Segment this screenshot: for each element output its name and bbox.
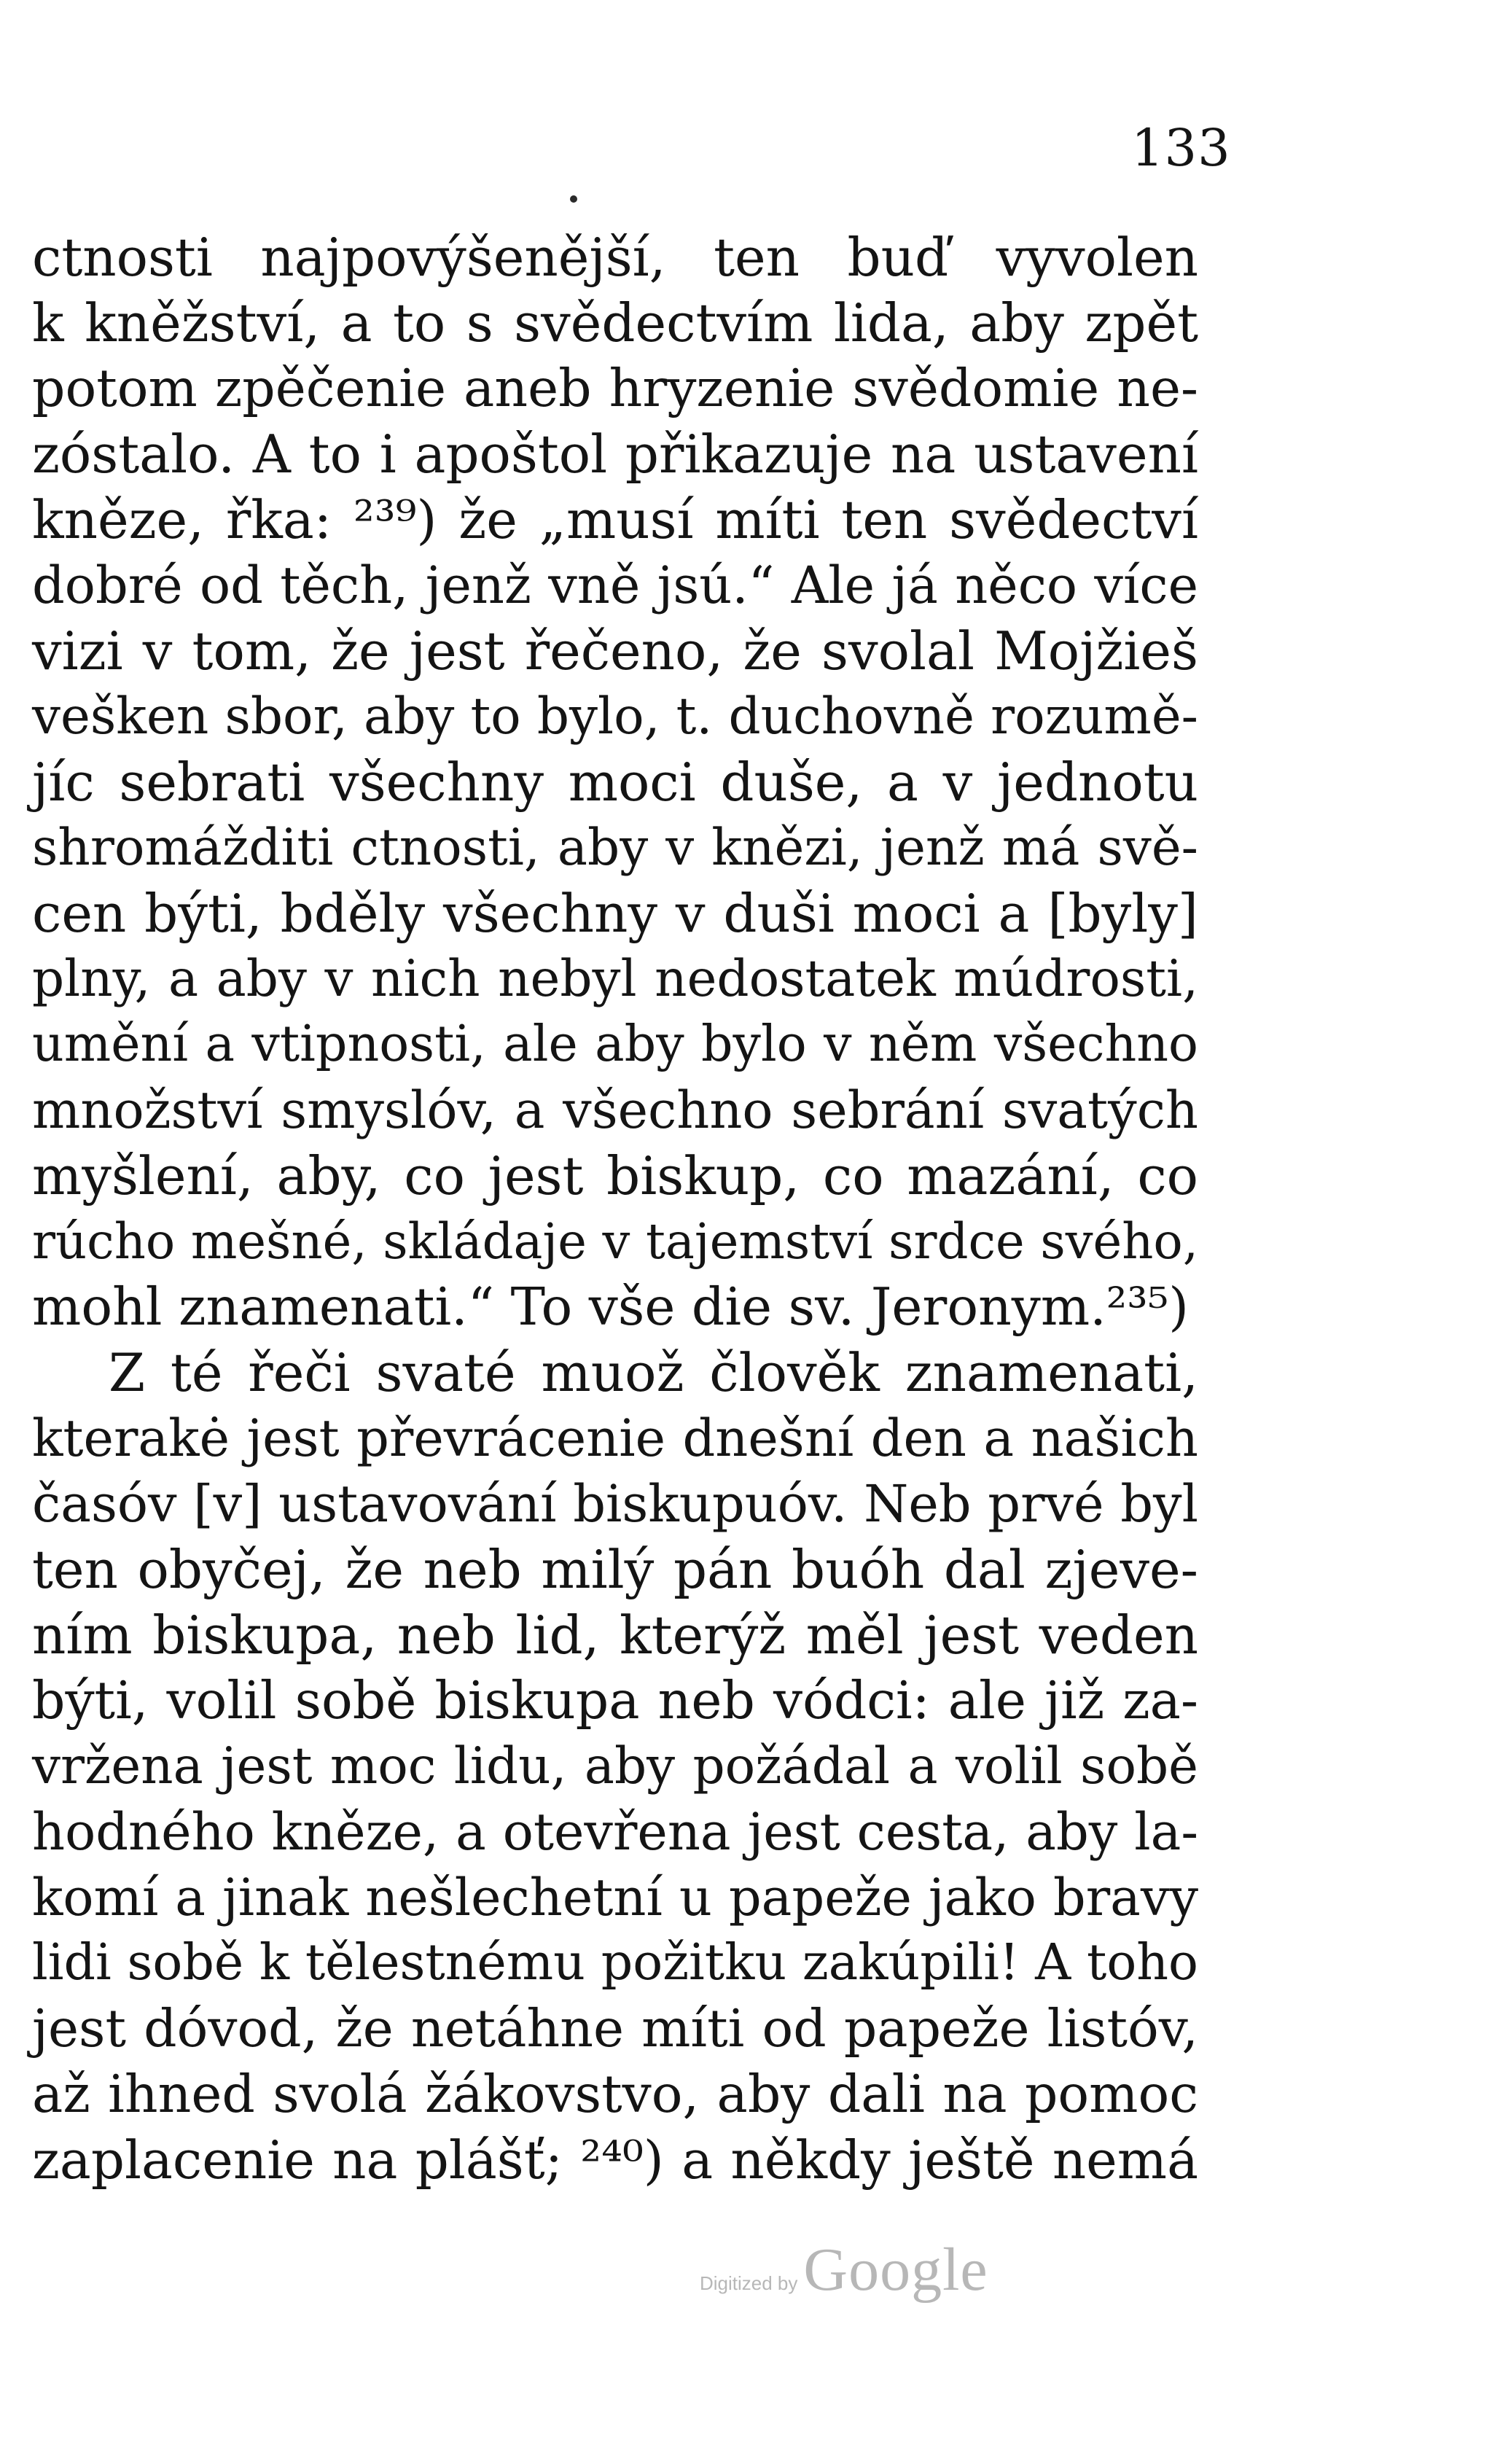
text-line: ním biskupa, neb lid, kterýž měl jest veden bbox=[32, 1605, 1198, 1666]
text-line: ctnosti najpovýšenější, ten buď vyvolen bbox=[32, 227, 1198, 288]
printer-dot-mark bbox=[570, 195, 577, 203]
text-line: mohl znamenati.“ To vše die sv. Jeronym.²³⁵) bbox=[32, 1276, 1189, 1337]
text-line: shromážditi ctnosti, aby v knězi, jenž má svě- bbox=[32, 819, 1198, 877]
text-line: až ihned svolá žákovstvo, aby dali na pomoc bbox=[32, 2064, 1198, 2124]
text-line: potom zpěčenie aneb hryzenie svědomie ne- bbox=[32, 358, 1198, 418]
text-line: vešken sbor, aby to bylo, t. duchovně rozumě- bbox=[32, 687, 1198, 746]
text-line: vizi v tom, že jest řečeno, že svolal Mojžieš bbox=[32, 620, 1198, 682]
paragraph-start-line: Z té řeči svaté muož člověk znamenati, bbox=[109, 1342, 1198, 1403]
text-line: zaplacenie na plášť; ²⁴⁰) a někdy ještě nemá bbox=[32, 2129, 1198, 2191]
text-line: hodného kněze, a otevřena jest cesta, aby la- bbox=[32, 1802, 1198, 1862]
page-number: 133 bbox=[1131, 118, 1231, 178]
text-line: cen býti, bděly všechny v duši moci a [byly] bbox=[32, 883, 1198, 944]
text-line: komí a jinak nešlechetní u papeže jako bravy bbox=[32, 1868, 1198, 1927]
text-line: zóstalo. A to i apoštol přikazuje na ustavení bbox=[32, 424, 1198, 485]
watermark-prefix: Digitized by bbox=[700, 2272, 798, 2294]
text-line: ten obyčej, že neb milý pán buóh dal zjeve- bbox=[32, 1539, 1198, 1600]
text-line: jest dóvod, že netáhne míti od papeže listóv, bbox=[32, 1998, 1198, 2059]
text-line: umění a vtipnosti, ale aby bylo v něm všechno bbox=[32, 1015, 1198, 1073]
text-line: býti, volil sobě biskupa neb vódci: ale již za- bbox=[32, 1670, 1198, 1731]
text-line: vržena jest moc lidu, aby požádal a volil sobě bbox=[32, 1737, 1198, 1796]
watermark-brand: Google bbox=[803, 2236, 988, 2304]
text-line: plny, a aby v nich nebyl nedostatek múdrosti, bbox=[32, 950, 1198, 1008]
text-line: k kněžství, a to s svědectvím lida, aby zpět bbox=[32, 292, 1198, 354]
text-line: lidi sobě k tělestnému požitku zakúpili! A toho bbox=[32, 1934, 1198, 1992]
text-line: časóv [v] ustavování biskupuóv. Neb prvé byl bbox=[32, 1474, 1198, 1534]
text-line: jíc sebrati všechny moci duše, a v jednotu bbox=[32, 752, 1198, 813]
text-line: kterakė jest převrácenie dnešní den a našich bbox=[32, 1408, 1198, 1468]
text-line: množství smyslóv, a všechno sebrání svatých bbox=[32, 1080, 1198, 1140]
text-line: rúcho mešné, skládaje v tajemství srdce svého, bbox=[32, 1213, 1198, 1270]
text-line: myšlení, aby, co jest biskup, co mazání, co bbox=[32, 1145, 1198, 1206]
digitized-by-google-watermark bbox=[700, 2234, 988, 2305]
body-text bbox=[32, 225, 1198, 2193]
text-line: kněze, řka: ²³⁹) že „musí míti ten svědectví bbox=[32, 489, 1198, 550]
text-line: dobré od těch, jenž vně jsú.“ Ale já něco více bbox=[32, 555, 1198, 615]
